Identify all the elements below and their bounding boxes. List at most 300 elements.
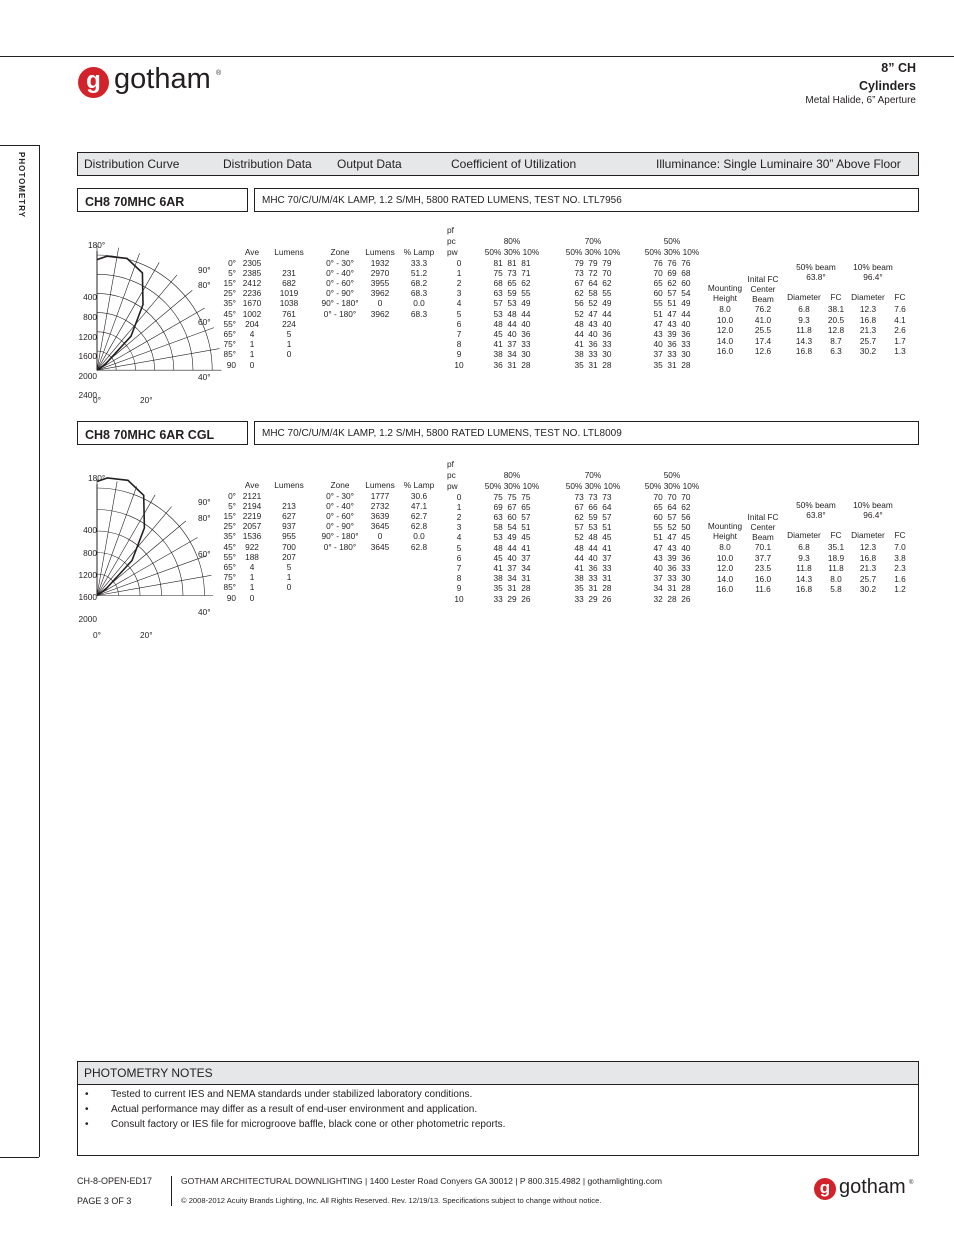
cu-value-row: 69 67 65: [493, 501, 531, 512]
cu-row-label: 10: [454, 359, 464, 370]
output-zone: 0° - 30°: [326, 257, 354, 268]
dist-lumens: 207: [282, 551, 296, 562]
output-zone: 0° - 40°: [326, 500, 354, 511]
footer-logo-word: gotham: [839, 1176, 906, 1198]
notes-item-2: Actual performance may differ as a result of end-user environment and application.: [111, 1104, 478, 1115]
notes-bullet-3: •: [85, 1119, 89, 1130]
dist-ave: 1: [249, 339, 255, 350]
cu-value-row: 41 36 33: [574, 562, 612, 573]
footer-address: GOTHAM ARCHITECTURAL DOWNLIGHTING | 1400 Lester Road Conyers GA 30012 | P 800.315.4982 | gothamlighting.com: [181, 1176, 662, 1186]
dist-ave: 1536: [242, 531, 262, 542]
brand-reg-mark: ®: [216, 70, 222, 77]
curve-label-0: 0°: [93, 395, 101, 405]
cu-sub-header: 50% 30% 10%: [644, 247, 700, 257]
illum-mh: 12.0: [716, 563, 734, 574]
dist-ave: 0: [249, 359, 255, 370]
cu-row-label: 4: [456, 532, 462, 543]
cu-value-row: 67 66 64: [574, 501, 612, 512]
cu-row-label: 9: [456, 349, 462, 360]
illum-h-beam10-angle: 96.4°: [863, 272, 883, 282]
illum-h-mount1: Mounting: [707, 521, 743, 531]
cu-value-row: 76 76 76: [653, 257, 691, 268]
illum-fc50: 11.8: [828, 563, 844, 574]
dist-ave: 0: [249, 592, 255, 603]
cu-value-row: 34 31 28: [653, 583, 691, 594]
dist-header-lumens: Lumens: [274, 480, 304, 490]
dist-ave: 1670: [242, 298, 262, 309]
dist-ave: 2057: [242, 521, 262, 532]
notes-item-1: Tested to current IES and NEMA standards under stabilized laboratory conditions.: [111, 1089, 473, 1100]
output-zone: 0° - 180°: [323, 308, 357, 319]
dist-lumens: 213: [282, 500, 296, 511]
output-lumens: 3645: [370, 521, 390, 532]
output-lumens: 2732: [370, 500, 390, 511]
cu-value-row: 32 28 26: [653, 593, 691, 604]
cu-value-row: 75 73 71: [493, 267, 531, 278]
cu-value-row: 55 52 50: [653, 522, 691, 533]
cu-value-row: 33 29 26: [574, 593, 612, 604]
illum-init: 11.6: [755, 584, 771, 595]
cu-row-label: 9: [456, 583, 462, 594]
cu-row-label: 0: [456, 257, 462, 268]
output-header-lumens: Lumens: [365, 480, 395, 490]
output-lamp: 33.3: [410, 257, 428, 268]
illum-init: 37.7: [754, 552, 772, 563]
cu-value-row: 73 72 70: [574, 267, 612, 278]
illum-fc10: 3.8: [894, 552, 906, 563]
illum-fc50: 12.8: [827, 325, 845, 336]
cu-value-row: 51 47 45: [653, 532, 691, 543]
cu-row-label: 0: [456, 491, 462, 502]
cu-row-label: 6: [456, 552, 462, 563]
cu-value-row: 63 59 55: [493, 288, 531, 299]
cu-value-row: 48 44 41: [574, 542, 612, 553]
curve-angle-label: 60°: [198, 549, 211, 559]
page-title: 8” CH: [881, 61, 916, 75]
cu-value-row: 57 53 49: [493, 298, 531, 309]
illum-h-beam50-angle: 63.8°: [806, 510, 826, 520]
curve-angle-label: 80°: [198, 280, 211, 290]
cu-value-row: 41 37 34: [493, 562, 531, 573]
illum-d10: 21.3: [859, 563, 877, 574]
cu-row-label: 1: [456, 501, 462, 512]
cu-row-label: 2: [456, 277, 462, 288]
cu-row-label: 7: [456, 328, 462, 339]
curve-ring-label: 1600: [78, 351, 97, 361]
lamp-description: MHC 70/C/U/M/4K LAMP, 1.2 S/MH, 5800 RATED LUMENS, TEST NO. LTL8009: [254, 421, 919, 445]
illum-fc50: 8.0: [830, 573, 842, 584]
cu-value-row: 65 64 62: [653, 501, 691, 512]
illum-d50: 6.8: [798, 542, 810, 552]
cu-sub-header: 50% 30% 10%: [565, 481, 621, 491]
illum-h-beam50-angle: 63.8°: [806, 272, 826, 282]
illum-init: 76.2: [754, 304, 772, 314]
illum-d50: 14.3: [795, 335, 813, 346]
brand-logo-word: gotham: [114, 63, 211, 95]
output-lumens: 3962: [370, 308, 390, 319]
illum-init: 23.5: [754, 563, 772, 574]
tab-distribution-curve[interactable]: Distribution Curve: [84, 157, 180, 171]
cu-value-row: 48 43 40: [574, 318, 612, 329]
cu-pf: pf: [447, 459, 454, 469]
illum-d10: 25.7: [859, 573, 877, 584]
dist-header-ave: Ave: [244, 247, 260, 257]
curve-ring-label: 1200: [78, 570, 97, 580]
dist-angle: 5°: [228, 267, 236, 278]
illum-mh: 8.0: [719, 542, 731, 552]
dist-angle: 45°: [223, 308, 236, 319]
dist-lumens: 1019: [279, 288, 299, 299]
illum-h-beam50: 50% beam: [796, 262, 836, 272]
output-header-zone: Zone: [330, 247, 350, 257]
dist-ave: 2121: [242, 490, 262, 501]
dist-lumens: 5: [286, 562, 292, 572]
illum-d50: 9.3: [798, 552, 810, 563]
cu-value-row: 45 40 36: [493, 328, 531, 339]
cu-value-row: 38 33 31: [574, 573, 612, 584]
dist-lumens: 937: [282, 521, 296, 532]
dist-ave: 1002: [242, 308, 262, 319]
side-label: PHOTOMETRY: [17, 152, 26, 219]
dist-angle: 85°: [223, 582, 236, 593]
output-zone: 0° - 40°: [326, 267, 354, 278]
curve-angle-label: 90°: [198, 265, 211, 275]
dist-angle: 35°: [223, 531, 236, 542]
output-lumens: 3962: [370, 288, 390, 299]
dist-angle: 25°: [223, 288, 236, 299]
cu-value-row: 67 64 62: [574, 277, 612, 288]
cu-row-label: 8: [456, 573, 462, 584]
illum-fc50: 38.1: [827, 304, 845, 314]
cu-value-row: 56 52 49: [574, 298, 612, 309]
illum-d10: 21.3: [859, 325, 877, 336]
cu-row-label: 8: [456, 339, 462, 350]
curve-ring-label: 2400: [78, 390, 97, 400]
output-header-lumens: Lumens: [365, 247, 395, 257]
output-zone: 90° - 180°: [321, 531, 359, 542]
cu-value-row: 48 44 40: [493, 318, 531, 329]
output-lamp: 68.3: [410, 288, 428, 299]
cu-value-row: 68 65 62: [493, 277, 531, 288]
cu-row-label: 1: [456, 267, 462, 278]
dist-angle: 15°: [223, 278, 236, 288]
illum-d50: 9.3: [798, 314, 810, 325]
illum-d10: 16.8: [859, 552, 877, 563]
output-lamp: 30.6: [410, 490, 428, 501]
illum-d50: 14.3: [795, 573, 813, 584]
cu-value-row: 38 34 31: [493, 573, 531, 584]
cu-value-row: 44 40 36: [574, 328, 612, 339]
illum-fc50: 8.7: [830, 335, 842, 346]
tab-illuminance[interactable]: Illuminance: Single Luminaire 30” Above Floor: [656, 157, 901, 171]
illum-init: 16.0: [754, 573, 772, 584]
dist-angle: 65°: [223, 562, 236, 572]
cu-value-row: 51 47 44: [653, 308, 691, 319]
tab-output-data[interactable]: Output Data: [337, 157, 402, 171]
cu-value-row: 70 70 70: [653, 491, 691, 502]
cu-group-header: 70%: [584, 470, 602, 480]
illum-fc50: 5.8: [830, 584, 842, 595]
dist-lumens: 1: [286, 339, 292, 350]
illum-h-fc50: FC: [830, 530, 842, 540]
dist-lumens: 1038: [279, 298, 299, 309]
dist-angle: 0°: [228, 490, 236, 501]
illum-d10: 16.8: [859, 314, 877, 325]
illum-mh: 16.0: [716, 584, 734, 595]
illum-d50: 16.8: [795, 584, 813, 595]
illum-h-init2: Center: [750, 522, 776, 532]
illum-d10: 12.3: [859, 304, 877, 314]
notes-item-3: Consult factory or IES file for microgroove baffle, black cone or other photometric reports.: [111, 1119, 506, 1130]
cu-value-row: 70 69 68: [653, 267, 691, 278]
tab-distribution-data[interactable]: Distribution Data: [223, 157, 312, 171]
cu-value-row: 38 33 30: [574, 349, 612, 360]
dist-ave: 2385: [242, 267, 262, 278]
dist-angle: 55°: [223, 551, 236, 562]
tab-coefficient-of-utilization[interactable]: Coefficient of Utilization: [451, 157, 577, 171]
cu-sub-header: 50% 30% 10%: [484, 247, 540, 257]
illum-h-dia50: Diameter: [787, 292, 821, 302]
cu-value-row: 60 57 54: [653, 288, 691, 299]
dist-lumens: 1: [286, 572, 292, 583]
cu-value-row: 75 75 75: [493, 491, 531, 502]
curve-ring-label: 2000: [78, 371, 97, 381]
cu-value-row: 35 31 28: [574, 359, 612, 370]
dist-angle: 75°: [223, 572, 236, 583]
cu-value-row: 35 31 28: [574, 583, 612, 594]
section-title: CH8 70MHC 6AR: [77, 188, 248, 212]
illum-init: 12.6: [754, 346, 772, 357]
dist-ave: 2236: [242, 288, 262, 299]
dist-angle: 15°: [223, 511, 236, 521]
brand-logo-icon: g: [78, 67, 109, 98]
dist-ave: 4: [249, 562, 255, 572]
curve-ring-label: 400: [83, 292, 97, 302]
section-title: CH8 70MHC 6AR CGL: [77, 421, 248, 445]
dist-lumens: 627: [282, 511, 296, 521]
dist-ave: 922: [245, 541, 259, 552]
dist-lumens: 0: [286, 349, 292, 360]
cu-value-row: 36 31 28: [493, 359, 531, 370]
footer-copyright: © 2008-2012 Acuity Brands Lighting, Inc. All Rights Reserved. Rev. 12/19/13. Specifications subject to change without notice.: [181, 1196, 602, 1205]
dist-lumens: 955: [282, 531, 296, 542]
cu-value-row: 38 34 30: [493, 349, 531, 360]
illum-fc10: 7.0: [894, 542, 906, 552]
illum-init: 70.1: [754, 542, 772, 552]
dist-lumens: 0: [286, 582, 292, 593]
illum-h-beam10: 10% beam: [853, 262, 893, 272]
curve-label-180: 180°: [88, 240, 106, 250]
output-header-zone: Zone: [330, 480, 350, 490]
illum-fc10: 2.3: [894, 563, 906, 574]
dist-angle: 90: [226, 592, 236, 603]
illum-h-fc10: FC: [894, 292, 906, 302]
illum-d10: 30.2: [859, 584, 877, 595]
illum-fc10: 4.1: [894, 314, 906, 325]
illum-h-mount1: Mounting: [707, 283, 743, 293]
curve-label-180: 180°: [88, 473, 106, 483]
cu-value-row: 63 60 57: [493, 511, 531, 522]
cu-value-row: 43 39 36: [653, 552, 691, 563]
dist-header-ave: Ave: [244, 480, 260, 490]
cu-value-row: 40 36 33: [653, 562, 691, 573]
illum-h-dia50: Diameter: [787, 530, 821, 540]
dist-lumens: 682: [282, 278, 296, 288]
illum-fc10: 1.3: [894, 346, 906, 357]
output-lumens: 3639: [370, 511, 390, 521]
output-zone: 0° - 60°: [326, 511, 354, 521]
dist-ave: 4: [249, 329, 255, 339]
illum-h-init3: Beam: [752, 532, 774, 542]
cu-row-label: 2: [456, 511, 462, 522]
output-zone: 0° - 90°: [326, 521, 354, 532]
illum-h-init1: Inital FC: [747, 512, 779, 522]
illum-fc50: 6.3: [830, 346, 842, 357]
illum-fc50: 35.1: [827, 542, 845, 552]
tab-bar: [77, 152, 919, 176]
page-subtitle: Metal Halide, 6” Aperture: [805, 95, 916, 106]
page-title-line2: Cylinders: [859, 79, 916, 93]
dist-angle: 5°: [228, 500, 236, 511]
dist-lumens: 224: [282, 318, 296, 329]
cu-value-row: 60 57 56: [653, 511, 691, 522]
cu-group-header: 50%: [663, 236, 681, 246]
illum-h-init1: Inital FC: [747, 274, 779, 284]
cu-value-row: 57 53 51: [574, 522, 612, 533]
illum-init: 41.0: [754, 314, 772, 325]
illum-h-mount2: Height: [713, 293, 737, 303]
illum-mh: 14.0: [716, 335, 734, 346]
dist-header-lumens: Lumens: [274, 247, 304, 257]
cu-sub-header: 50% 30% 10%: [484, 481, 540, 491]
cu-group-header: 80%: [503, 236, 521, 246]
illum-mh: 12.0: [716, 325, 734, 336]
illum-fc10: 2.6: [894, 325, 906, 336]
curve-label-20: 20°: [140, 630, 153, 640]
output-lumens: 3645: [370, 541, 390, 552]
cu-value-row: 53 48 44: [493, 308, 531, 319]
illum-mh: 8.0: [719, 304, 731, 314]
cu-value-row: 52 48 45: [574, 532, 612, 543]
cu-row-label: 3: [456, 288, 462, 299]
curve-ring-label: 1200: [78, 332, 97, 342]
footer-logo-icon: g: [814, 1178, 836, 1200]
output-lumens: 1932: [370, 257, 390, 268]
cu-row-label: 3: [456, 522, 462, 533]
cu-value-row: 62 59 57: [574, 511, 612, 522]
cu-value-row: 55 51 49: [653, 298, 691, 309]
dist-angle: 75°: [223, 339, 236, 350]
dist-ave: 188: [245, 551, 259, 562]
cu-value-row: 40 36 33: [653, 339, 691, 350]
dist-ave: 204: [245, 318, 259, 329]
dist-angle: 0°: [228, 257, 236, 268]
curve-angle-label: 90°: [198, 497, 211, 507]
cu-value-row: 48 44 41: [493, 542, 531, 553]
output-zone: 90° - 180°: [321, 298, 359, 309]
cu-group-header: 70%: [584, 236, 602, 246]
cu-row-label: 7: [456, 562, 462, 573]
footer-reg-mark: ®: [909, 1180, 914, 1186]
cu-value-row: 37 33 30: [653, 349, 691, 360]
illum-fc50: 20.5: [827, 314, 845, 325]
output-lumens: 3955: [370, 278, 390, 288]
curve-angle-label: 60°: [198, 317, 211, 327]
cu-value-row: 35 31 28: [493, 583, 531, 594]
notes-bullet-2: •: [85, 1104, 89, 1115]
cu-value-row: 47 43 40: [653, 318, 691, 329]
cu-value-row: 81 81 81: [493, 257, 531, 268]
cu-value-row: 37 33 30: [653, 573, 691, 584]
curve-angle-label: 40°: [198, 372, 211, 382]
dist-angle: 85°: [223, 349, 236, 360]
output-lumens: 2970: [370, 267, 390, 278]
cu-group-header: 50%: [663, 470, 681, 480]
dist-angle: 65°: [223, 329, 236, 339]
cu-value-row: 62 58 55: [574, 288, 612, 299]
illum-d50: 6.8: [798, 304, 810, 314]
curve-angle-label: 40°: [198, 607, 211, 617]
dist-ave: 1: [249, 572, 255, 583]
dist-ave: 2194: [242, 500, 262, 511]
illum-h-fc10: FC: [894, 530, 906, 540]
dist-ave: 2305: [242, 257, 262, 268]
dist-angle: 35°: [223, 298, 236, 309]
output-lumens: 0: [377, 298, 383, 309]
footer-page: PAGE 3 OF 3: [77, 1196, 132, 1206]
illum-fc10: 1.6: [894, 573, 906, 584]
cu-pw: pw: [447, 481, 458, 491]
cu-value-row: 47 43 40: [653, 542, 691, 553]
cu-value-row: 65 62 60: [653, 277, 691, 288]
illum-init: 17.4: [754, 335, 772, 346]
dist-lumens: 761: [282, 308, 296, 319]
dist-ave: 1: [249, 349, 255, 360]
output-lamp: 62.8: [410, 541, 428, 552]
cu-row-label: 6: [456, 318, 462, 329]
lamp-description: MHC 70/C/U/M/4K LAMP, 1.2 S/MH, 5800 RATED LUMENS, TEST NO. LTL7956: [254, 188, 919, 212]
notes-bullet-1: •: [85, 1089, 89, 1100]
curve-angle-label: 80°: [198, 513, 211, 523]
output-header-lamp: % Lamp: [403, 480, 435, 490]
cu-value-row: 53 49 45: [493, 532, 531, 543]
curve-label-0: 0°: [93, 630, 101, 640]
illum-d10: 12.3: [859, 542, 877, 552]
cu-value-row: 73 73 73: [574, 491, 612, 502]
dist-lumens: 231: [282, 267, 296, 278]
output-zone: 0° - 30°: [326, 490, 354, 501]
curve-ring-label: 2000: [78, 614, 97, 624]
cu-row-label: 5: [456, 308, 462, 319]
cu-value-row: 35 31 28: [653, 359, 691, 370]
cu-value-row: 33 29 26: [493, 593, 531, 604]
dist-angle: 55°: [223, 318, 236, 329]
cu-pf: pf: [447, 225, 454, 235]
cu-pw: pw: [447, 247, 458, 257]
illum-mh: 14.0: [716, 573, 734, 584]
cu-row-label: 10: [454, 593, 464, 604]
illum-h-beam10: 10% beam: [853, 500, 893, 510]
illum-mh: 16.0: [716, 346, 734, 357]
curve-ring-label: 400: [83, 525, 97, 535]
output-lamp: 68.3: [410, 308, 428, 319]
output-lumens: 1777: [370, 490, 390, 501]
illum-h-mount2: Height: [713, 531, 737, 541]
cu-row-label: 5: [456, 542, 462, 553]
cu-value-row: 41 36 33: [574, 339, 612, 350]
output-zone: 0° - 180°: [323, 541, 357, 552]
output-lamp: 68.2: [410, 278, 428, 288]
